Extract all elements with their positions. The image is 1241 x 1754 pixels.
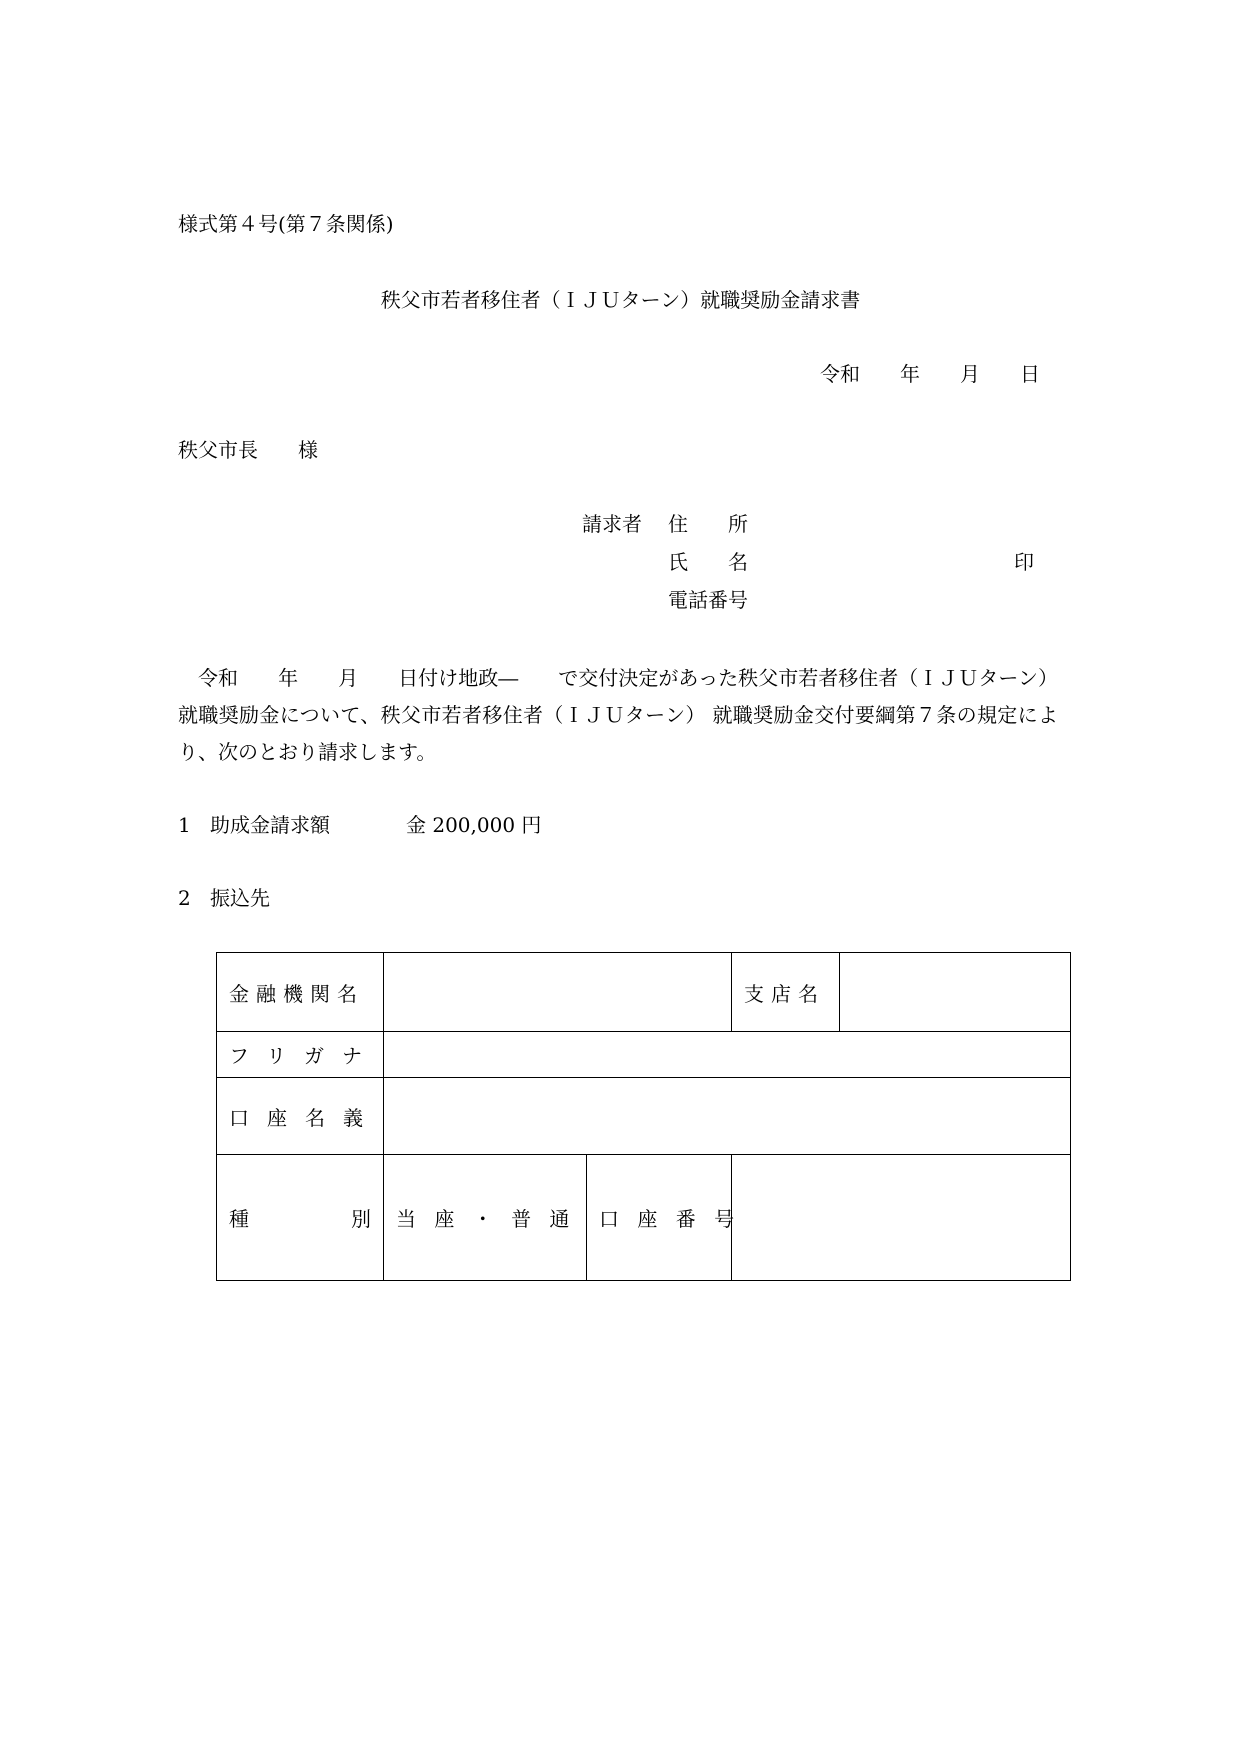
item1-label: 助成金請求額 [210, 813, 330, 837]
requester-label: 請求者 [582, 512, 642, 536]
type-label-2: 別 [351, 1207, 371, 1231]
table-row [217, 1078, 1071, 1155]
account-number-label-cell [587, 1155, 741, 1281]
item2-number: 2 [178, 886, 191, 910]
document-title: 秩父市若者移住者（ＩＪＵターン）就職奨励金請求書 [380, 288, 861, 312]
branch-label-cell [732, 953, 840, 1032]
branch-label: 支店名 [744, 981, 825, 1006]
furigana-label: フリガナ [229, 1044, 380, 1068]
address-label: 住 所 [668, 512, 748, 536]
type-label-1: 種 [229, 1207, 249, 1231]
item2-label: 振込先 [210, 886, 270, 910]
addressee: 秩父市長 様 [178, 438, 318, 462]
phone-label: 電話番号 [668, 588, 748, 612]
form-number: 様式第４号(第７条関係) [178, 212, 394, 236]
account-number-field[interactable] [732, 1155, 1071, 1281]
table-row [217, 953, 1071, 1032]
table-row [217, 1155, 1071, 1281]
request-body-text: 令和 年 月 日付け地政― で交付決定があった秩父市若者移住者（ＩＪＵターン）就職奨励金について、秩父市若者移住者（ＩＪＵターン） 就職奨励金交付要綱第７条の規定により、次のとおり請求します。 [178, 666, 1058, 764]
holder-label-cell [217, 1078, 384, 1155]
bank-name-label-cell [217, 953, 384, 1032]
item1-amount: 金 200,000 円 [406, 813, 542, 837]
account-number-label: 口 座 番 号 [599, 1207, 741, 1231]
branch-field[interactable] [840, 953, 1071, 1032]
table-row [217, 1032, 1071, 1078]
furigana-field[interactable] [384, 1032, 1071, 1078]
bank-name-label: 金融機関名 [229, 981, 364, 1006]
furigana-label-cell [217, 1032, 384, 1078]
date-line: 令和 年 月 日 [820, 362, 1040, 386]
item1-number: 1 [178, 813, 191, 837]
bank-name-field[interactable] [384, 953, 732, 1032]
seal-mark: 印 [1014, 550, 1034, 574]
type-label-cell [217, 1155, 384, 1281]
holder-label: 口座名義 [229, 1105, 381, 1130]
name-label: 氏 名 [668, 550, 748, 574]
holder-field[interactable] [384, 1078, 1071, 1155]
account-type-text: 当 座 ・ 普 通 [396, 1207, 576, 1231]
bank-transfer-table [216, 952, 1071, 1281]
account-type-options[interactable] [384, 1155, 587, 1281]
